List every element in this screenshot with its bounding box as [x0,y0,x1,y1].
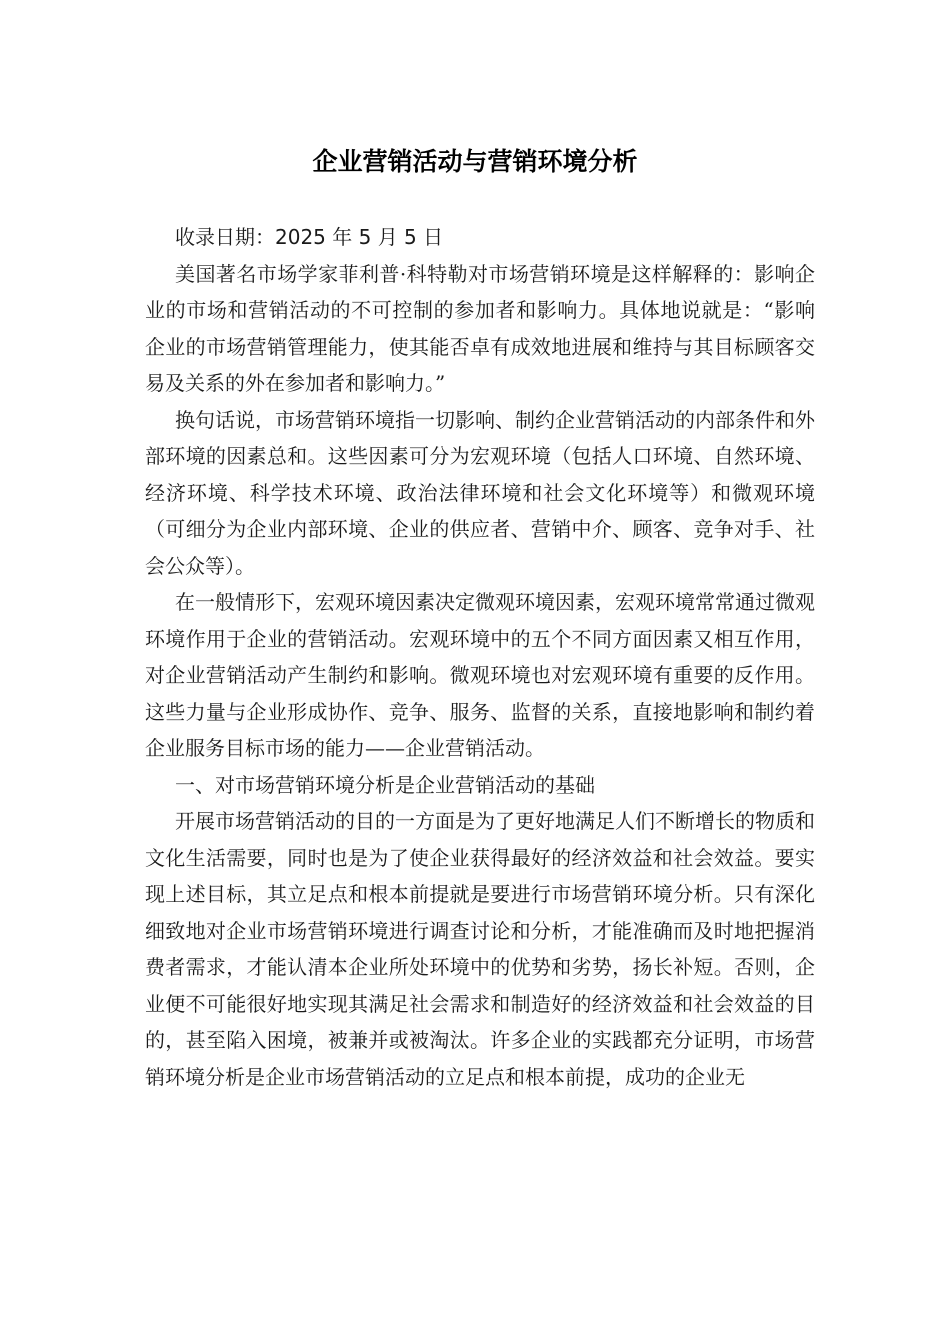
section-heading: 一、对市场营销环境分析是企业营销活动的基础 [175,772,595,797]
document-body [145,219,815,1095]
received-date: 收录日期：2025 年 5 月 5 日 [175,225,444,249]
paragraph: 开展市场营销活动的目的一方面是为了更好地满足人们不断增长的物质和文化生活需要，同时也是为了使企业获得最好的经济效益和社会效益。要实现上述目标，其立足点和根本前提就是要进行市场营销环境分析。只有深化细致地对企业市场营销环境进行调查讨论和分析，才能准确而及时地把握消费者需求，才能认清本企业所处环境中的优势和劣势，扬长补短。否则，企业便不可能很好地实现其满足社会需求和制造好的经济效益和社会效益的目的，甚至陷入困境，被兼并或被淘汰。许多企业的实践都充分证明，市场营销环境分析是企业市场营销活动的立足点和根本前提，成功的企业无 [145,809,815,1089]
paragraph: 换句话说，市场营销环境指一切影响、制约企业营销活动的内部条件和外部环境的因素总和。这些因素可分为宏观环境（包括人口环境、自然环境、经济环境、科学技术环境、政治法律环境和社会文化环境等）和微观环境（可细分为企业内部环境、企业的供应者、营销中介、顾客、竞争对手、社会公众等）。 [145,407,815,578]
document-title: 企业营销活动与营销环境分析 [312,147,638,176]
paragraph: 美国著名市场学家菲利普·科特勒对市场营销环境是这样解释的：影响企业的市场和营销活动的不可控制的参加者和影响力。具体地说就是：“影响企业的市场营销管理能力，使其能否卓有成效地进展和维持与其目标顾客交易及关系的外在参加者和影响力。” [145,261,815,395]
paragraph: 在一般情形下，宏观环境因素决定微观环境因素，宏观环境常常通过微观环境作用于企业的营销活动。宏观环境中的五个不同方面因素又相互作用，对企业营销活动产生制约和影响。微观环境也对宏观环境有重要的反作用。这些力量与企业形成协作、竞争、服务、监督的关系，直接地影响和制约着企业服务目标市场的能力——企业营销活动。 [145,590,815,760]
